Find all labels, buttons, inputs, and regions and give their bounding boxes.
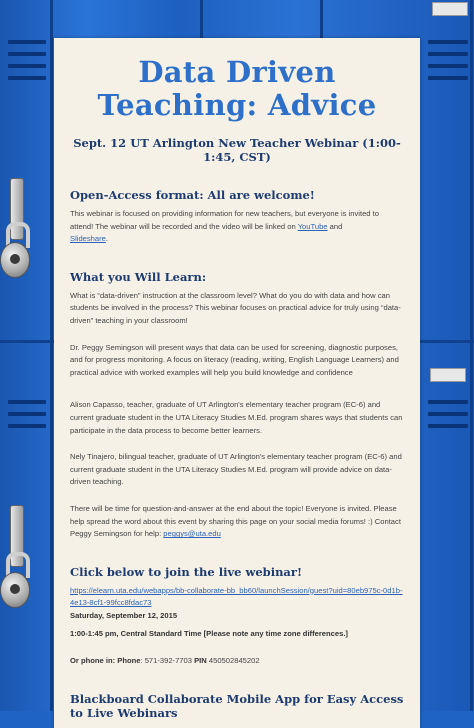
flyer-card xyxy=(54,38,420,728)
locker-vent xyxy=(8,400,46,404)
learn-paragraph-2: Dr. Peggy Semingson will present ways that data can be used for screening, diagnostic purposes, and for progress monitoring. A focus on literacy (reading, writing, English Language Learners) and practical advice with worked examples will help you build knowledge and confidence xyxy=(70,342,399,377)
locker-vent xyxy=(428,400,468,404)
open-access-text-start: This webinar is focused on providing information for new teachers, but everyone is invited to attend! The webinar will be recorded and the video will be linked on xyxy=(70,209,379,231)
padlock-icon xyxy=(0,242,30,278)
locker-vent xyxy=(428,52,468,56)
locker-vent xyxy=(8,424,46,428)
locker-vent xyxy=(8,76,46,80)
phone-label: Phone xyxy=(117,656,141,666)
learn-heading: What you Will Learn: xyxy=(70,269,207,284)
phone-prefix: Or phone in: xyxy=(70,656,118,666)
learn-paragraph-5 xyxy=(70,503,404,541)
learn-paragraph-3: Alison Capasso, teacher, graduate of UT Arlington's elementary teacher program (EC-6) and current graduate student in the UTA Literacy Studies M.Ed. program shares ways that students can participate in the data process to become better learners. xyxy=(70,400,403,435)
mobile-app-heading: Blackboard Collaborate Mobile App for Easy Access to Live Webinars xyxy=(70,691,404,720)
join-heading: Click below to join the live webinar! xyxy=(70,564,302,579)
webinar-join-link[interactable]: https://elearn.uta.edu/webapps/bb-collaborate-bb_bb60/launchSession/guest?uid=80eb975c-0d1b-4e13-8cf1-99fcc8fdac73 xyxy=(70,585,403,608)
locker-vent xyxy=(428,412,468,416)
open-access-text-and: and xyxy=(327,221,343,231)
locker-vent xyxy=(428,76,468,80)
title-line-1: Data Driven xyxy=(138,55,336,89)
locker-vent xyxy=(8,40,46,44)
event-subtitle: Sept. 12 UT Arlington New Teacher Webinar (1:00-1:45, CST) xyxy=(73,136,401,164)
title-line-2: Teaching: Advice xyxy=(97,88,377,122)
locker-column xyxy=(420,0,473,711)
pin-label: PIN xyxy=(194,656,207,666)
slideshare-link[interactable]: Slideshare xyxy=(70,234,106,244)
learn-paragraph-4: Nely Tinajero, bilingual teacher, graduate of UT Arlington's elementary teacher program (EC-6) and current graduate student in the UTA Literacy Studies M.Ed. program will provide advice on data-driven teaching. xyxy=(70,452,402,487)
open-access-text-end: . xyxy=(105,234,109,244)
locker-vent xyxy=(428,424,468,428)
open-access-heading: Open-Access format: All are welcome! xyxy=(70,188,315,202)
page-title xyxy=(64,56,410,122)
learn-paragraph-1: What is “data-driven” instruction at the classroom level? What do you do with data and how can students be involved in the process? This webinar focuses on practical advice for truly using “data-driven” teaching in your classroom! xyxy=(70,290,401,325)
webinar-time: 1:00-1:45 pm, Central Standard Time [Please note any time zone differences.] xyxy=(70,629,348,639)
locker-vent xyxy=(428,64,468,68)
locker-vent xyxy=(428,40,468,44)
youtube-link[interactable]: YouTube xyxy=(297,221,328,231)
phone-number: : 571-392-7703 xyxy=(140,656,195,666)
locker-vent xyxy=(8,64,46,68)
pin-number: 450502845202 xyxy=(206,656,260,666)
locker-label-plate xyxy=(432,2,468,16)
locker-vent xyxy=(8,412,46,416)
learn-paragraph-5-text: There will be time for question-and-answer at the end about the topic! Everyone is invited. Please help spread the word about this event by sharing this page on your social media forums! :) Contact Peggy Semingson for help: xyxy=(70,503,401,539)
locker-label-plate xyxy=(430,368,466,382)
webinar-date: Saturday, September 12, 2015 xyxy=(70,610,178,620)
phone-line xyxy=(70,655,404,668)
open-access-text xyxy=(70,208,404,246)
padlock-icon xyxy=(0,572,30,608)
locker-vent xyxy=(8,52,46,56)
contact-email-link[interactable]: peggys@uta.edu xyxy=(163,529,221,539)
